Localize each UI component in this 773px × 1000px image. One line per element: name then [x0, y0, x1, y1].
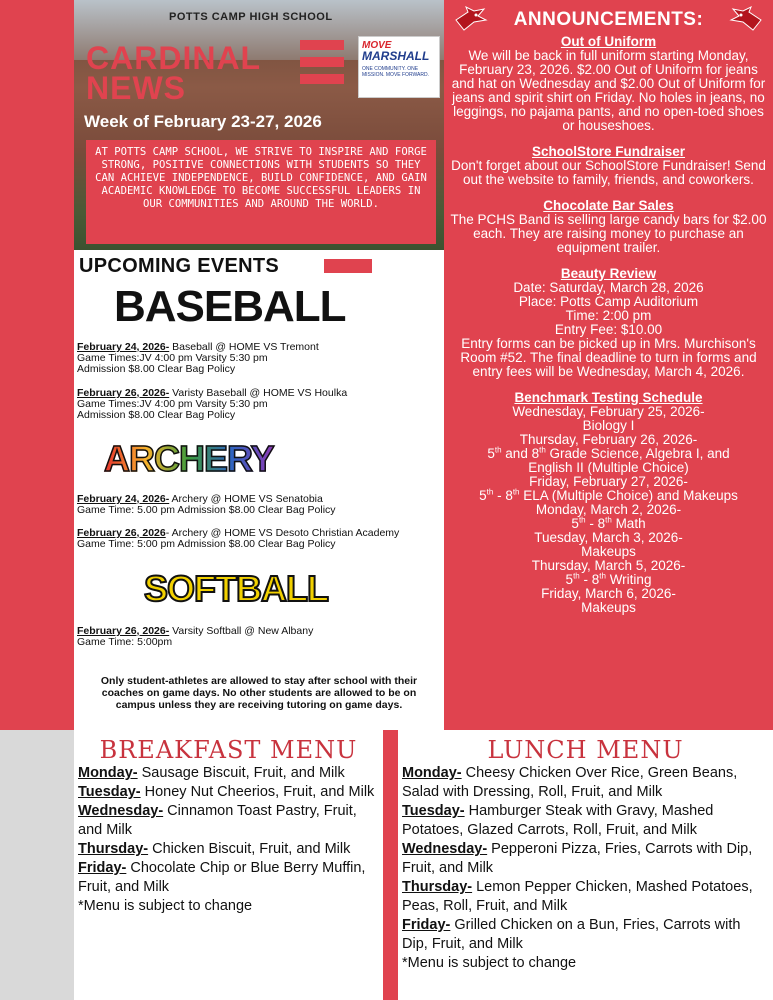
benchmark-line: Monday, March 2, 2026-	[535, 502, 682, 517]
beauty-time: Time: 2:00 pm	[565, 308, 652, 323]
newsletter-title-line1: CARDINAL	[86, 40, 262, 76]
benchmark-line: Makeups	[581, 600, 636, 615]
cardinal-icon	[729, 6, 763, 32]
menu-item: Tuesday- Honey Nut Cheerios, Fruit, and Milk	[78, 784, 375, 800]
event-item: February 24, 2026- Archery @ HOME VS Senatobia Game Time: 5.00 pm Admission $8.00 Clear Bag Policy	[77, 493, 336, 516]
menu-item: Wednesday- Cinnamon Toast Pastry, Fruit, and Milk	[78, 803, 357, 838]
candy-heading: Chocolate Bar Sales	[543, 198, 674, 213]
archery-logo: ARCHERY	[104, 438, 274, 479]
baseball-logo: BASEBALL	[114, 282, 346, 331]
menu-divider	[383, 730, 398, 1000]
benchmark-line: Friday, February 27, 2026-	[529, 474, 688, 489]
menu-note: *Menu is subject to change	[78, 898, 253, 914]
benchmark-line: 5th - 8th Math	[571, 515, 646, 531]
benchmark-line: Wednesday, February 25, 2026-	[512, 404, 705, 419]
menu-item: Thursday- Chicken Biscuit, Fruit, and Milk	[78, 841, 351, 857]
menu-note: *Menu is subject to change	[402, 955, 577, 971]
cardinal-icon	[454, 6, 488, 32]
store-text: Don't forget about our SchoolStore Fundraiser! Send out the website to family, friends, and coworkers.	[451, 158, 766, 187]
beauty-date: Date: Saturday, March 28, 2026	[513, 280, 704, 295]
title-accent-bars	[300, 40, 344, 91]
menu-item: Friday- Chocolate Chip or Blue Berry Muffin, Fruit, and Milk	[78, 860, 366, 895]
benchmark-heading: Benchmark Testing Schedule	[514, 390, 703, 405]
event-item: February 26, 2026- Varsity Softball @ New Albany Game Time: 5:00pm	[77, 625, 314, 648]
benchmark-line: Thursday, March 5, 2026-	[531, 558, 686, 573]
week-of-date: Week of February 23-27, 2026	[84, 112, 322, 131]
menu-item: Tuesday- Hamburger Steak with Gravy, Mashed Potatoes, Glazed Carrots, Roll, Fruit, and Milk	[402, 803, 714, 838]
menu-item: Wednesday- Pepperoni Pizza, Fries, Carrots with Dip, Fruit, and Milk	[402, 841, 753, 876]
lunch-menu	[398, 730, 773, 1000]
softball-logo: SOFTBALL	[144, 568, 328, 609]
benchmark-line: English II (Multiple Choice)	[528, 460, 689, 475]
beauty-fee: Entry Fee: $10.00	[554, 322, 663, 337]
move-marshall-logo: MOVE MARSHALL ONE COMMUNITY. ONE MISSION. MOVE FORWARD.	[358, 36, 440, 98]
breakfast-title: BREAKFAST MENU	[99, 736, 358, 764]
menus-section	[0, 730, 773, 1000]
benchmark-line: Thursday, February 26, 2026-	[519, 432, 698, 447]
announcements-panel	[444, 0, 773, 730]
left-color-stripe	[0, 0, 74, 730]
menu-item: Thursday- Lemon Pepper Chicken, Mashed Potatoes, Peas, Roll, Fruit, and Milk	[402, 879, 753, 914]
uniform-text: We will be back in full uniform starting Monday, February 23, 2026. $2.00 Out of Uniform for jeans and hat on Wednesday and $2.00 Out of Uniform for jeans and spirit shirt on Friday. No holes in jeans, no leggings, no pajama pants, and no open-toed shoes or houseshoes.	[451, 48, 766, 133]
header-banner	[74, 0, 444, 250]
events-accent-bar	[324, 259, 372, 273]
beauty-heading: Beauty Review	[560, 266, 657, 281]
benchmark-line: Friday, March 6, 2026-	[541, 586, 676, 601]
lunch-title: LUNCH MENU	[487, 736, 684, 764]
menu-item: Monday- Cheesy Chicken Over Rice, Green Beans, Salad with Dressing, Roll, Fruit, and Milk	[402, 765, 738, 800]
announcements-title: ANNOUNCEMENTS:	[513, 9, 704, 30]
breakfast-menu	[74, 730, 383, 1000]
menu-item: Monday- Sausage Biscuit, Fruit, and Milk	[78, 765, 345, 781]
game-day-notice: Only student-athletes are allowed to stay after school with their coaches on game days. No other students are allowed to be on campus unless they are receiving tutoring on game days.	[100, 675, 418, 711]
store-heading: SchoolStore Fundraiser	[531, 144, 686, 159]
benchmark-line: Tuesday, March 3, 2026-	[534, 530, 683, 545]
uniform-heading: Out of Uniform	[560, 34, 657, 49]
mission-statement: AT POTTS CAMP SCHOOL, WE STRIVE TO INSPIRE AND FORGE STRONG, POSITIVE CONNECTIONS WITH STUDENTS SO THEY CAN ACHIEVE INDEPENDENCE, BUILD CONFIDENCE, AND GAIN ACADEMIC KNOWLEDGE TO BECOME SUCCESSFUL LEADERS IN OUR COMMUNITIES AND AROUND THE WORLD.	[86, 140, 436, 244]
benchmark-line: 5th - 8th Writing	[565, 571, 652, 587]
candy-text: The PCHS Band is selling large candy bars for $2.00 each. They are raising money to purchase an equipment trailer.	[450, 212, 767, 255]
beauty-place: Place: Potts Camp Auditorium	[518, 294, 699, 309]
events-title: UPCOMING EVENTS	[79, 255, 280, 277]
benchmark-line: 5th - 8th ELA (Multiple Choice) and Makeups	[479, 487, 738, 503]
menu-item: Friday- Grilled Chicken on a Bun, Fries, Carrots with Dip, Fruit, and Milk	[402, 917, 741, 952]
school-sign: POTTS CAMP HIGH SCHOOL	[169, 11, 333, 23]
event-item: February 24, 2026- Baseball @ HOME VS Tremont Game Times:JV 4:00 pm Varsity 5:30 pm Admission $8.00 Clear Bag Policy	[77, 341, 319, 375]
newsletter-title-line2: NEWS	[86, 70, 186, 106]
event-item: February 26, 2026- Archery @ HOME VS Desoto Christian Academy Game Time: 5:00 pm Admission $8.00 Clear Bag Policy	[77, 527, 400, 550]
beauty-text: Entry forms can be picked up in Mrs. Murchison's Room #52. The final deadline to turn in forms and entry fees will be Wednesday, March 4, 2026.	[460, 336, 757, 379]
benchmark-line: Biology I	[582, 418, 635, 433]
upcoming-events-section	[74, 250, 444, 730]
benchmark-line: Makeups	[581, 544, 636, 559]
benchmark-line: 5th and 8th Grade Science, Algebra I, and	[487, 445, 730, 461]
event-item: February 26, 2026- Varisty Baseball @ HOME VS Houlka Game Times:JV 4:00 pm Varsity 5:30 pm Admission $8.00 Clear Bag Policy	[77, 387, 348, 421]
